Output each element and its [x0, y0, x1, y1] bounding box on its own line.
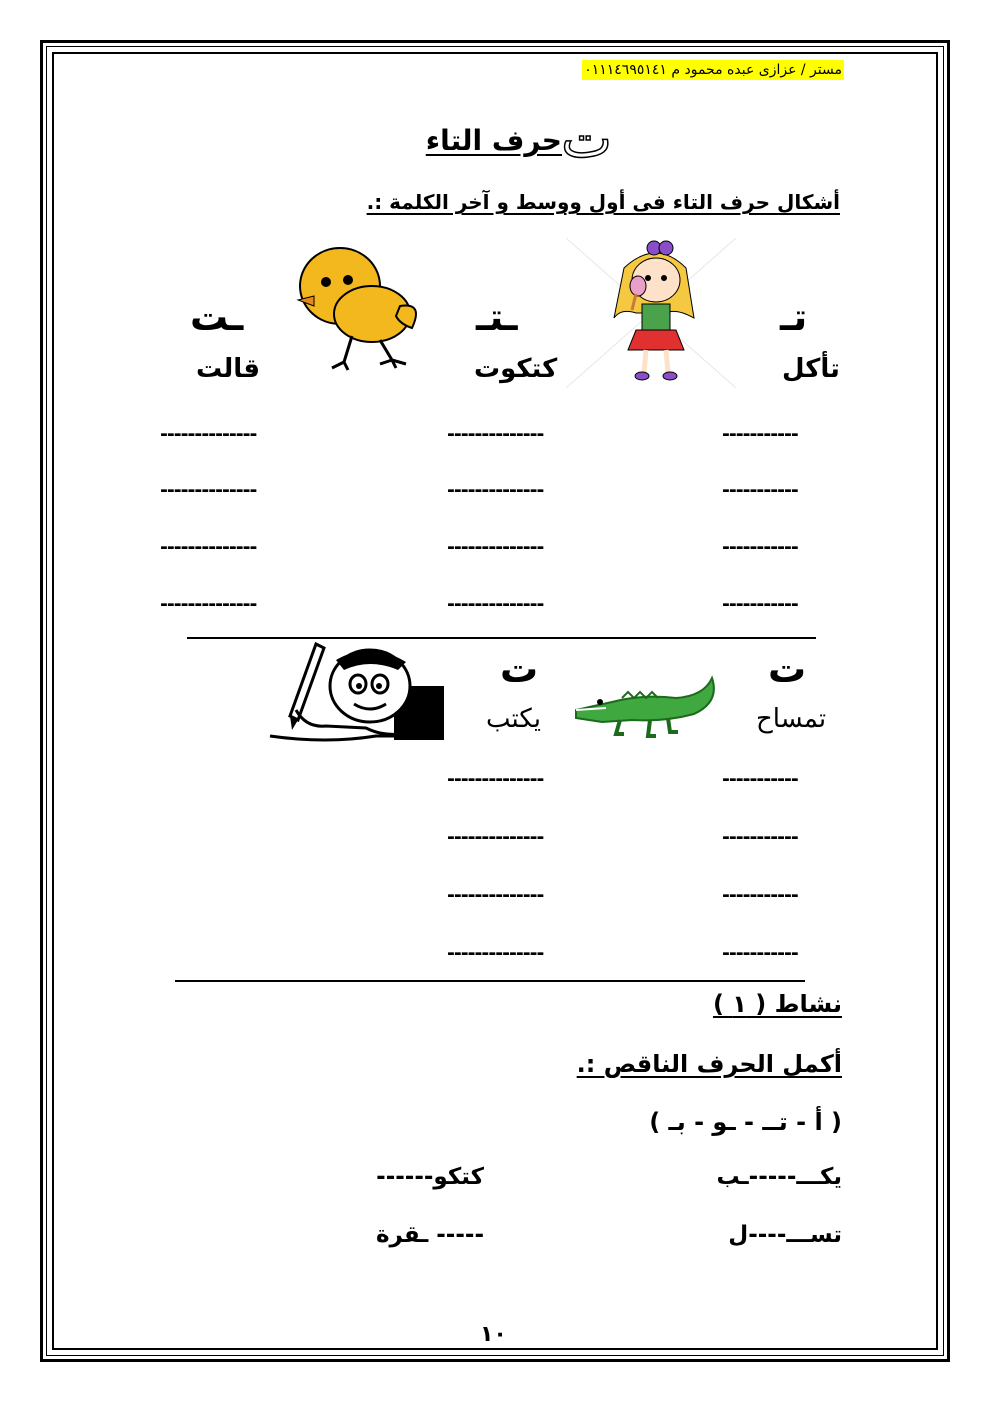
word-timsah: تمساح: [756, 704, 827, 734]
practice-line: -----------: [722, 942, 798, 964]
letter-form-final: ـت: [190, 295, 244, 339]
activity-instruction: أكمل الحرف الناقص :.: [576, 1050, 842, 1078]
chick-illustration: [296, 244, 442, 372]
practice-line: --------------: [160, 479, 257, 501]
word-qalat: قالت: [196, 354, 261, 384]
practice-line: -----------: [722, 479, 798, 501]
author-note: مستر / عزازى عبده محمود م ٠١١١٤٦٩٥١٤١: [584, 62, 842, 78]
practice-line: --------------: [447, 423, 544, 445]
exercise-item: كتكو------: [376, 1164, 484, 1190]
letter-form-middle: ـتـ: [476, 295, 518, 339]
exercise-item: يكـــ-----ـب: [716, 1164, 842, 1190]
word-yaktub: يكتب: [486, 704, 541, 734]
section-divider: [187, 637, 816, 639]
boy-writing-illustration: [266, 640, 446, 746]
letter-form-initial: تـ: [780, 295, 808, 339]
practice-line: --------------: [447, 884, 544, 906]
exercise-item: ----- ـقرة: [375, 1222, 484, 1248]
page-number: ١٠: [480, 1322, 507, 1347]
page-title: حرف التاء: [425, 124, 562, 157]
practice-line: --------------: [447, 536, 544, 558]
letter-isolated-1: ت: [768, 647, 807, 691]
girl-ice-cream-illustration: [566, 238, 736, 388]
exercise-item: تســـ----ل: [728, 1222, 842, 1248]
practice-line: --------------: [160, 536, 257, 558]
practice-line: -----------: [722, 536, 798, 558]
practice-line: -----------: [722, 884, 798, 906]
word-takul: تأكل: [782, 354, 840, 384]
practice-line: --------------: [447, 768, 544, 790]
practice-line: --------------: [160, 423, 257, 445]
practice-line: -----------: [722, 826, 798, 848]
practice-line: -----------: [722, 768, 798, 790]
letter-outline-glyph: ت: [561, 107, 612, 170]
practice-line: -----------: [722, 423, 798, 445]
practice-line: --------------: [447, 826, 544, 848]
practice-line: --------------: [447, 479, 544, 501]
crocodile-illustration: [572, 672, 722, 744]
section-divider: [175, 980, 805, 982]
practice-line: --------------: [447, 593, 544, 615]
practice-line: --------------: [447, 942, 544, 964]
practice-line: -----------: [722, 593, 798, 615]
activity-options: ( أ - تــ - ـو - بـ ): [649, 1108, 842, 1136]
section-subtitle: أشكال حرف التاء فى أول ووسط و آخر الكلمة :.: [366, 190, 840, 214]
word-katkut: كتكوت: [474, 354, 558, 384]
practice-line: --------------: [160, 593, 257, 615]
page-border-inner: [52, 52, 938, 1350]
activity-heading: نشاط ( ١ ): [712, 990, 842, 1018]
letter-isolated-2: ت: [500, 647, 539, 691]
